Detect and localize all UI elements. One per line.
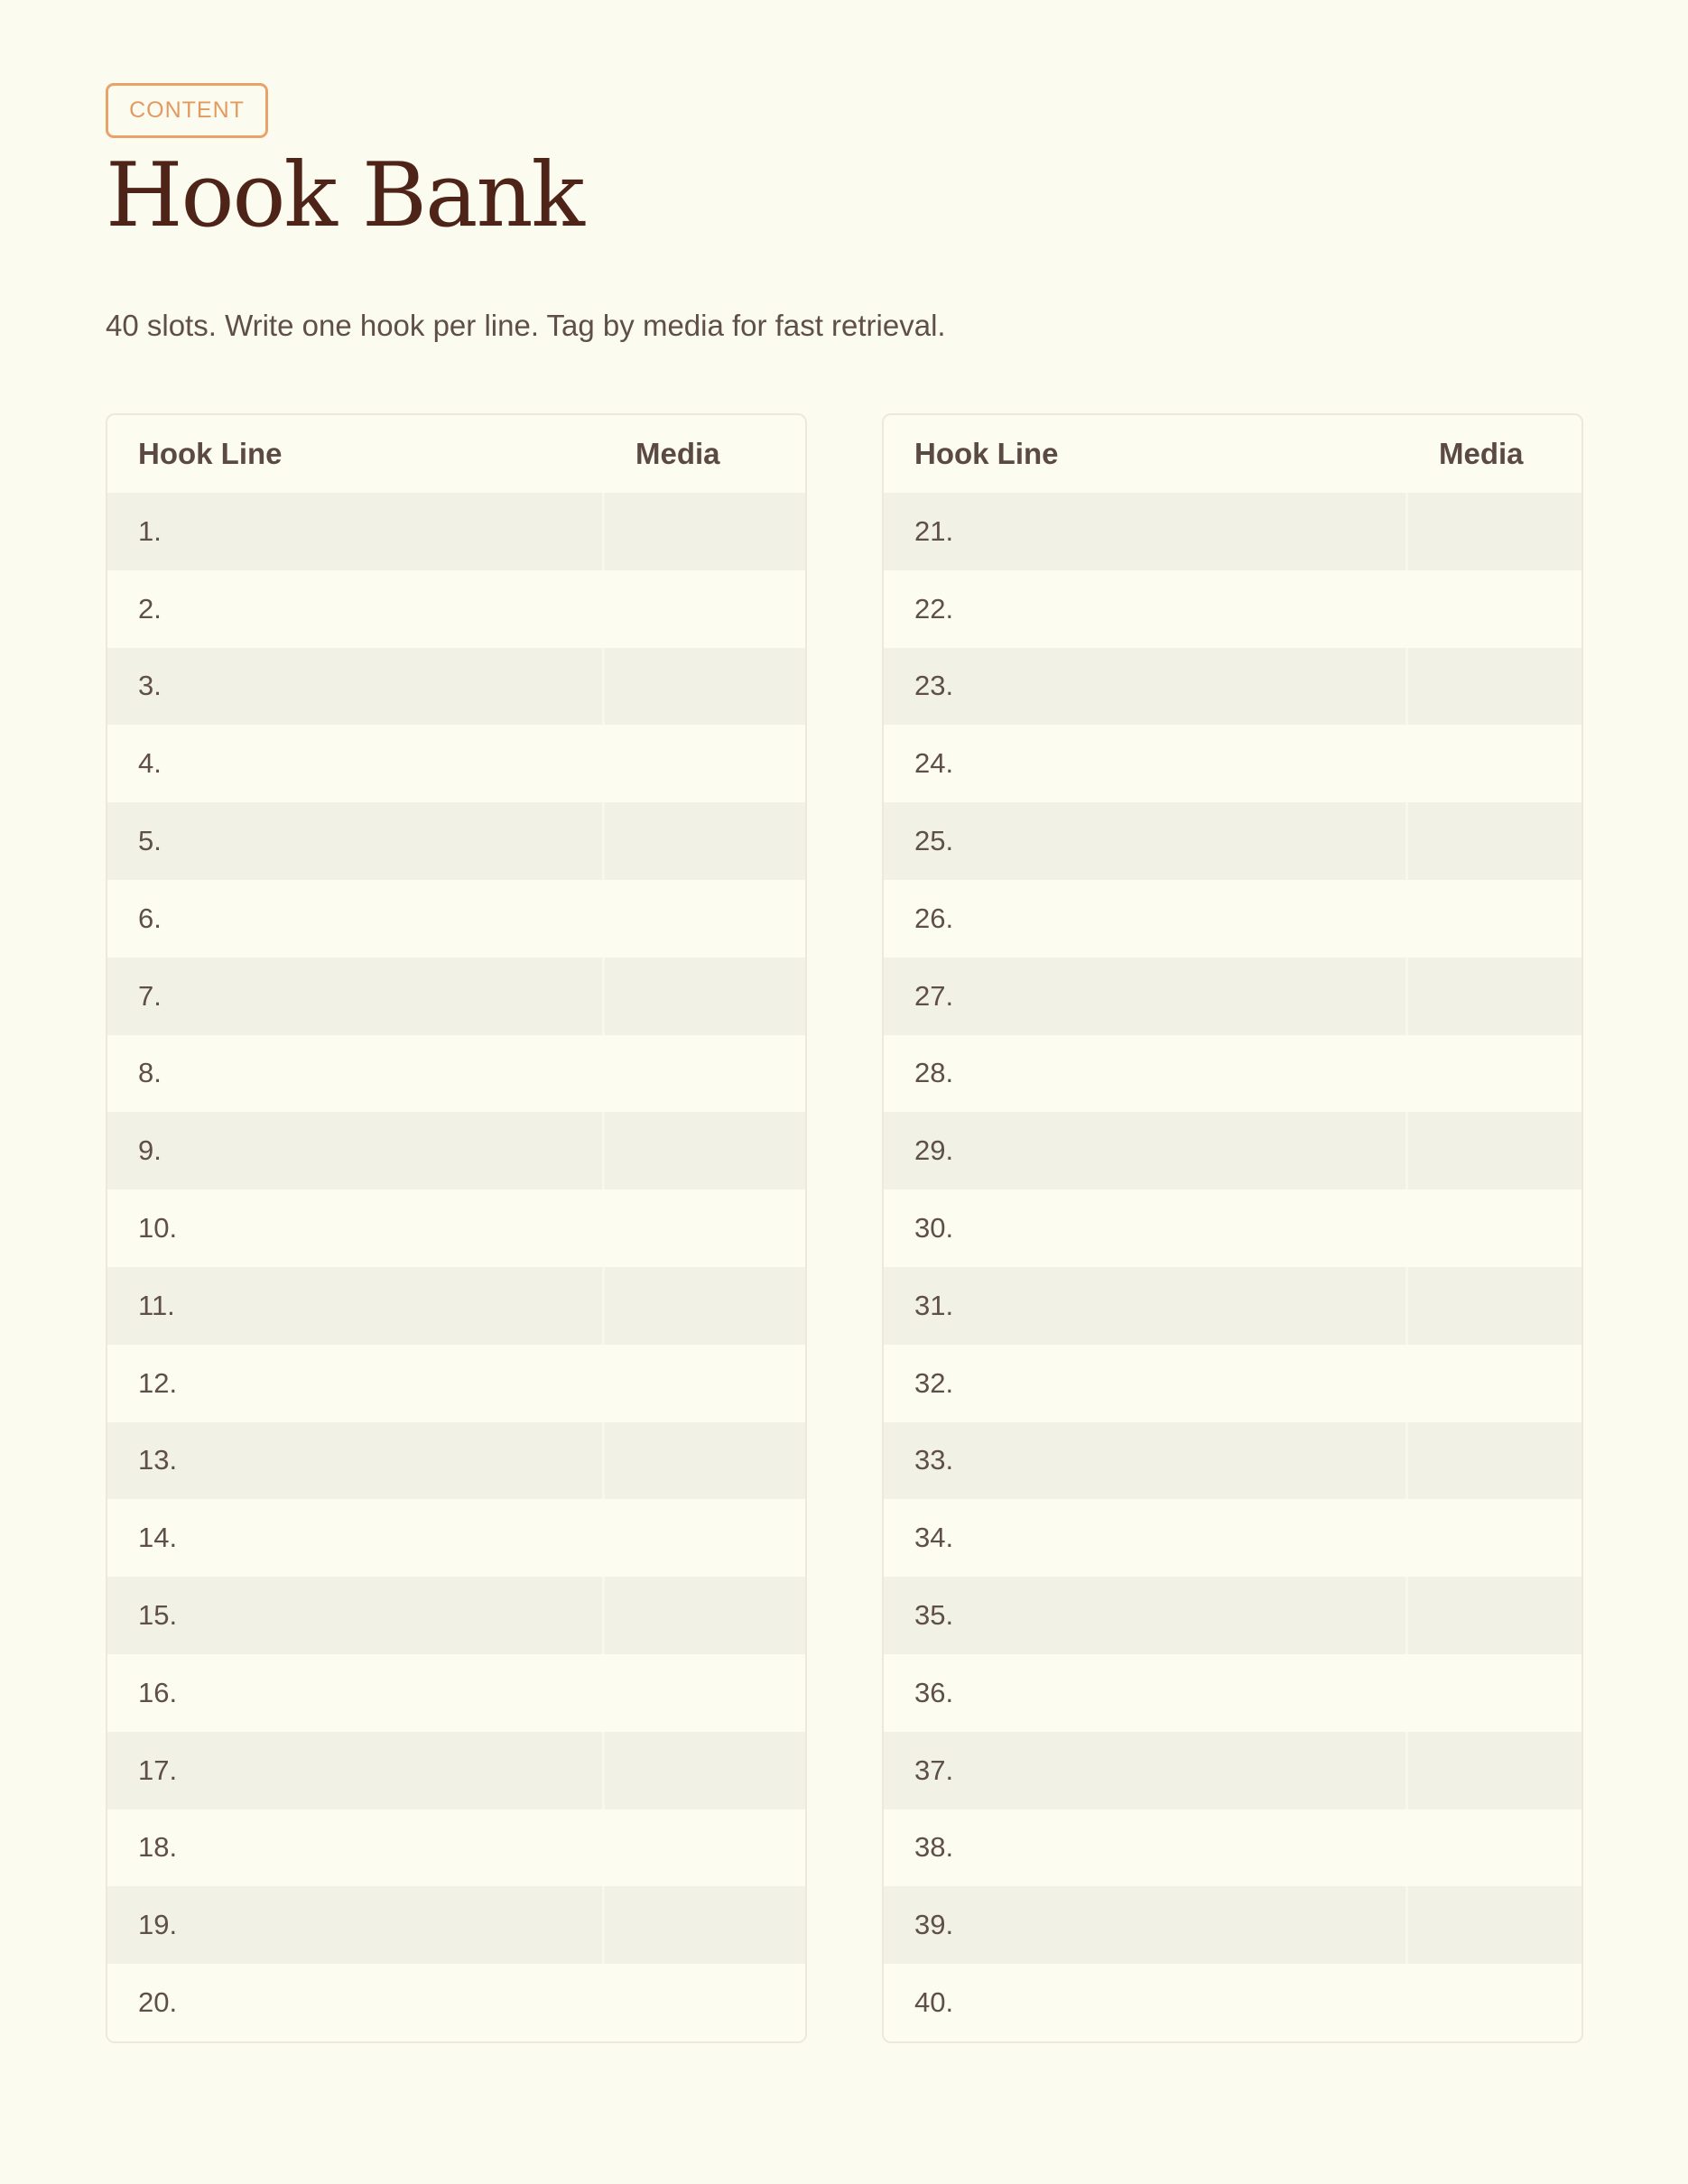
media-cell[interactable] bbox=[605, 725, 805, 802]
hook-line-cell[interactable]: 40. bbox=[914, 1986, 954, 2019]
hook-line-cell[interactable]: 15. bbox=[107, 1577, 605, 1654]
hook-line-cell[interactable]: 33. bbox=[884, 1422, 1408, 1500]
media-cell[interactable] bbox=[1408, 1189, 1581, 1267]
header-hook-line: Hook Line bbox=[914, 437, 1059, 470]
table-row bbox=[884, 1964, 1581, 2041]
table-row bbox=[107, 958, 805, 1035]
hook-line-cell[interactable]: 26. bbox=[914, 902, 954, 934]
media-cell[interactable] bbox=[1408, 1499, 1581, 1577]
table-row bbox=[884, 725, 1581, 802]
table-row bbox=[107, 880, 805, 958]
hook-line-cell[interactable]: 27. bbox=[884, 958, 1408, 1035]
hook-line-cell[interactable]: 20. bbox=[138, 1986, 178, 2019]
media-cell[interactable] bbox=[605, 1499, 805, 1577]
hook-line-cell[interactable]: 17. bbox=[107, 1732, 605, 1809]
hook-line-cell[interactable]: 29. bbox=[884, 1112, 1408, 1189]
table-row bbox=[107, 725, 805, 802]
table-row bbox=[884, 880, 1581, 958]
media-cell[interactable] bbox=[1408, 1732, 1581, 1809]
hook-line-cell[interactable]: 6. bbox=[138, 902, 162, 934]
media-cell[interactable] bbox=[605, 1886, 805, 1964]
table-row bbox=[884, 1732, 1581, 1809]
table-header bbox=[884, 415, 1581, 493]
hook-line-cell[interactable]: 22. bbox=[914, 592, 954, 625]
media-cell[interactable] bbox=[1408, 1112, 1581, 1189]
media-cell[interactable] bbox=[1408, 725, 1581, 802]
media-cell[interactable] bbox=[605, 880, 805, 958]
hook-line-cell[interactable]: 1. bbox=[107, 493, 605, 570]
table-row bbox=[107, 1732, 805, 1809]
table-row bbox=[884, 1577, 1581, 1654]
hook-line-cell[interactable]: 10. bbox=[138, 1212, 178, 1245]
table-row bbox=[107, 570, 805, 648]
media-cell[interactable] bbox=[1408, 1345, 1581, 1422]
media-cell[interactable] bbox=[1408, 1654, 1581, 1732]
hook-line-cell[interactable]: 5. bbox=[107, 802, 605, 880]
hook-line-cell[interactable]: 18. bbox=[138, 1831, 178, 1864]
table-row bbox=[884, 1267, 1581, 1345]
table-body bbox=[107, 493, 805, 2041]
hook-line-cell[interactable]: 11. bbox=[107, 1267, 605, 1345]
category-tag: CONTENT bbox=[106, 83, 268, 138]
hook-line-cell[interactable]: 9. bbox=[107, 1112, 605, 1189]
table-row bbox=[884, 1035, 1581, 1113]
media-cell[interactable] bbox=[605, 493, 805, 570]
hook-line-cell[interactable]: 12. bbox=[138, 1366, 178, 1399]
table-row bbox=[884, 570, 1581, 648]
media-cell[interactable] bbox=[605, 1422, 805, 1500]
table-body bbox=[884, 493, 1581, 2041]
media-cell[interactable] bbox=[605, 1732, 805, 1809]
hook-line-cell[interactable]: 4. bbox=[138, 747, 162, 780]
media-cell[interactable] bbox=[1408, 1267, 1581, 1345]
media-cell[interactable] bbox=[1408, 1577, 1581, 1654]
table-row bbox=[884, 1886, 1581, 1964]
table-row bbox=[107, 1809, 805, 1887]
table-row bbox=[884, 493, 1581, 570]
hook-table-right bbox=[882, 413, 1583, 2043]
media-cell[interactable] bbox=[1408, 1422, 1581, 1500]
media-cell[interactable] bbox=[1408, 802, 1581, 880]
table-row bbox=[107, 1654, 805, 1732]
media-cell[interactable] bbox=[605, 958, 805, 1035]
media-cell[interactable] bbox=[605, 1809, 805, 1887]
hook-line-cell[interactable]: 36. bbox=[914, 1676, 954, 1708]
table-row bbox=[884, 1345, 1581, 1422]
table-row bbox=[107, 1345, 805, 1422]
table-row bbox=[884, 1499, 1581, 1577]
table-row bbox=[107, 1422, 805, 1500]
media-cell[interactable] bbox=[1408, 1886, 1581, 1964]
table-row bbox=[884, 1189, 1581, 1267]
table-row bbox=[884, 648, 1581, 726]
hook-line-cell[interactable]: 34. bbox=[914, 1522, 954, 1554]
table-row bbox=[107, 1267, 805, 1345]
media-cell[interactable] bbox=[605, 1964, 805, 2041]
media-cell[interactable] bbox=[605, 1112, 805, 1189]
hook-line-cell[interactable]: 21. bbox=[884, 493, 1408, 570]
media-cell[interactable] bbox=[1408, 648, 1581, 726]
media-cell[interactable] bbox=[1408, 570, 1581, 648]
media-cell[interactable] bbox=[1408, 880, 1581, 958]
media-cell[interactable] bbox=[1408, 1964, 1581, 2041]
hook-line-cell[interactable]: 24. bbox=[914, 747, 954, 780]
media-cell[interactable] bbox=[605, 802, 805, 880]
table-row bbox=[884, 1422, 1581, 1500]
page-title: Hook Bank bbox=[106, 144, 583, 247]
media-cell[interactable] bbox=[605, 1654, 805, 1732]
media-cell[interactable] bbox=[1408, 493, 1581, 570]
hook-line-cell[interactable]: 8. bbox=[138, 1057, 162, 1089]
hook-line-cell[interactable]: 13. bbox=[107, 1422, 605, 1500]
hook-line-cell[interactable]: 30. bbox=[914, 1212, 954, 1245]
table-header bbox=[107, 415, 805, 493]
hook-table-left bbox=[106, 413, 807, 2043]
table-row bbox=[107, 1035, 805, 1113]
hook-line-cell[interactable]: 28. bbox=[914, 1057, 954, 1089]
hook-line-cell[interactable]: 37. bbox=[884, 1732, 1408, 1809]
table-row bbox=[884, 1809, 1581, 1887]
table-row bbox=[107, 802, 805, 880]
hook-line-cell[interactable]: 31. bbox=[884, 1267, 1408, 1345]
table-row bbox=[107, 1886, 805, 1964]
hook-line-cell[interactable]: 35. bbox=[884, 1577, 1408, 1654]
table-row bbox=[107, 1499, 805, 1577]
hook-line-cell[interactable]: 16. bbox=[138, 1676, 178, 1708]
table-row bbox=[107, 1189, 805, 1267]
hook-line-cell[interactable]: 3. bbox=[107, 648, 605, 726]
media-cell[interactable] bbox=[605, 1345, 805, 1422]
media-cell[interactable] bbox=[1408, 1809, 1581, 1887]
table-row bbox=[107, 648, 805, 726]
table-row bbox=[884, 802, 1581, 880]
media-cell[interactable] bbox=[605, 1577, 805, 1654]
media-cell[interactable] bbox=[605, 1267, 805, 1345]
hook-line-cell[interactable]: 14. bbox=[138, 1522, 178, 1554]
table-row bbox=[107, 1577, 805, 1654]
hook-line-cell[interactable]: 39. bbox=[884, 1886, 1408, 1964]
media-cell[interactable] bbox=[605, 648, 805, 726]
table-row bbox=[884, 1654, 1581, 1732]
media-cell[interactable] bbox=[605, 1035, 805, 1113]
table-row bbox=[107, 1964, 805, 2041]
header-hook-line: Hook Line bbox=[138, 437, 283, 470]
table-row bbox=[107, 493, 805, 570]
hook-line-cell[interactable]: 38. bbox=[914, 1831, 954, 1864]
table-row bbox=[884, 1112, 1581, 1189]
table-row bbox=[107, 1112, 805, 1189]
table-row bbox=[884, 958, 1581, 1035]
hook-line-cell[interactable]: 23. bbox=[884, 648, 1408, 726]
header-media: Media bbox=[635, 437, 720, 470]
media-cell[interactable] bbox=[1408, 1035, 1581, 1113]
media-cell[interactable] bbox=[1408, 958, 1581, 1035]
header-media: Media bbox=[1439, 437, 1524, 470]
hook-line-cell[interactable]: 25. bbox=[884, 802, 1408, 880]
hook-line-cell[interactable]: 32. bbox=[914, 1366, 954, 1399]
hook-line-cell[interactable]: 2. bbox=[138, 592, 162, 625]
media-cell[interactable] bbox=[605, 1189, 805, 1267]
hook-line-cell[interactable]: 7. bbox=[107, 958, 605, 1035]
page-subtitle: 40 slots. Write one hook per line. Tag by media for fast retrieval. bbox=[106, 309, 946, 342]
hook-line-cell[interactable]: 19. bbox=[107, 1886, 605, 1964]
media-cell[interactable] bbox=[605, 570, 805, 648]
